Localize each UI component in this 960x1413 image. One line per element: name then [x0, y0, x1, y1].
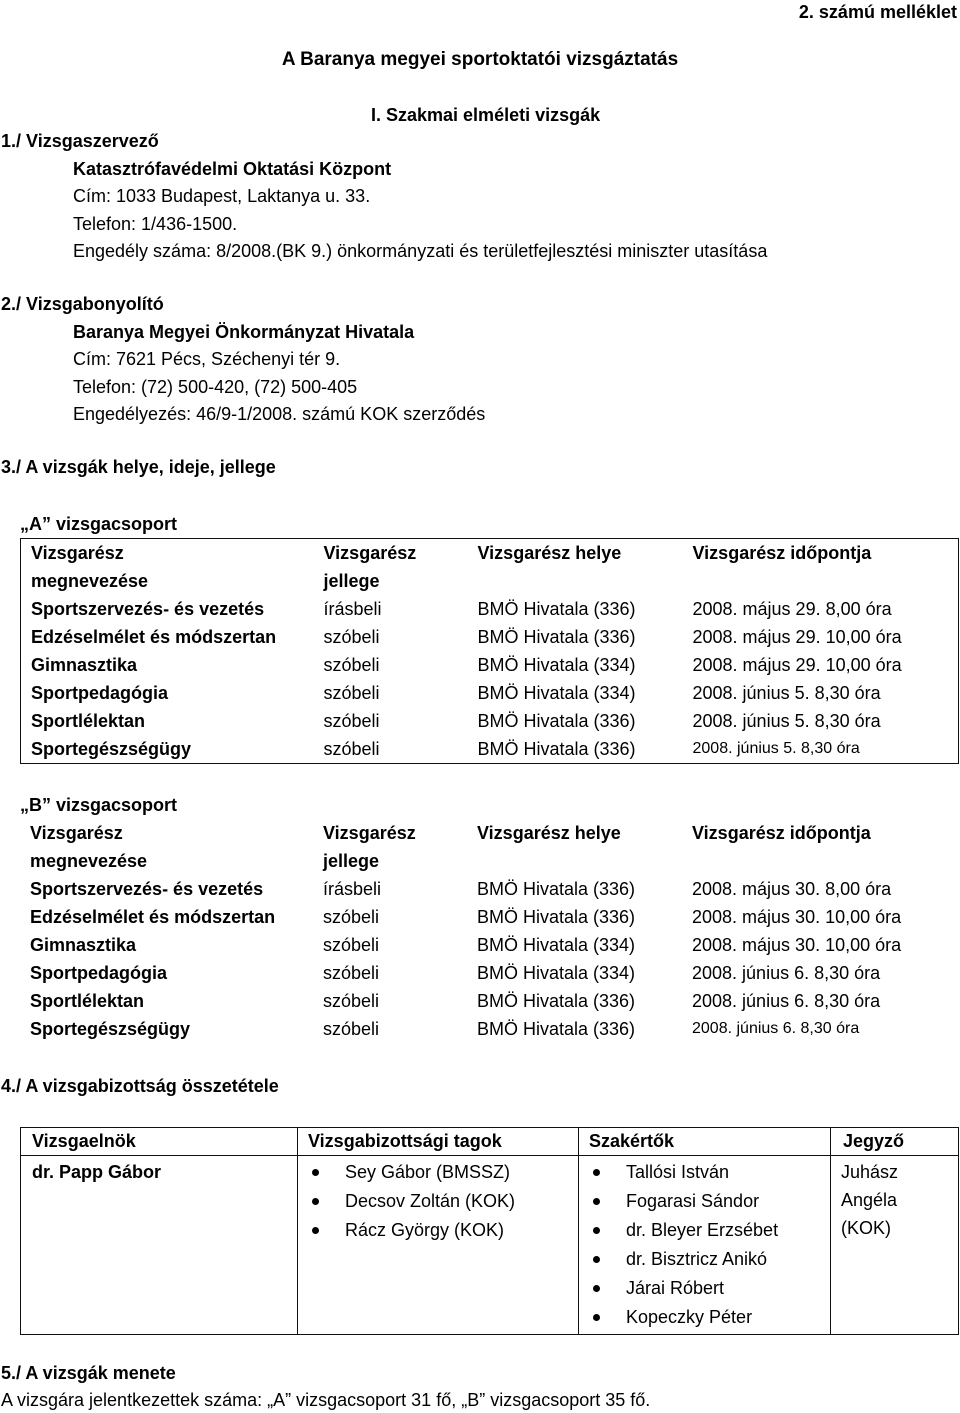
exam-part-place: BMÖ Hivatala (336) — [477, 879, 636, 899]
table-row — [21, 595, 959, 623]
procedure-heading: 5./ A vizsgák menete — [1, 1363, 176, 1383]
column-header-type — [313, 819, 467, 875]
list-item — [308, 1187, 568, 1216]
host-section — [0, 291, 940, 429]
host-phone: Telefon: (72) 500-420, (72) 500-405 — [73, 376, 358, 397]
exam-part-time: 2008. május 30. 8,00 óra — [692, 879, 892, 899]
members-cell — [298, 1156, 579, 1335]
exam-part-type: szóbeli — [323, 655, 380, 675]
exam-schedule-table-a — [20, 538, 959, 764]
exam-part-type: írásbeli — [323, 879, 382, 899]
exam-part-place: BMÖ Hivatala (336) — [477, 739, 636, 759]
exam-part-type: szóbeli — [323, 907, 380, 927]
table-header-row — [21, 1128, 959, 1156]
host-permit: Engedélyezés: 46/9-1/2008. számú KOK szerződés — [73, 404, 486, 424]
list-item — [308, 1216, 568, 1245]
bullet-icon — [312, 1169, 319, 1176]
recorder-name: Juhász Angéla (KOK) — [841, 1162, 899, 1238]
exam-part-type: szóbeli — [323, 991, 380, 1011]
column-header-label: Vizsgarész jellege — [323, 823, 416, 871]
column-header-chair: Vizsgaelnök — [21, 1128, 298, 1156]
committee-heading: 4./ A vizsgabizottság összetétele — [1, 1076, 279, 1096]
expert-name: Járai Róbert — [626, 1278, 725, 1298]
exam-part-type: szóbeli — [323, 683, 380, 703]
list-item — [589, 1274, 820, 1303]
expert-name: dr. Bleyer Erzsébet — [626, 1220, 779, 1240]
column-header-place: Vizsgarész helye — [477, 543, 622, 563]
column-header-experts: Szakértők — [579, 1128, 831, 1156]
exam-part-name: Edzéselmélet és módszertan — [31, 627, 277, 647]
column-header-recorder: Jegyző — [831, 1128, 959, 1156]
column-header-label: Vizsgarész jellege — [323, 543, 417, 591]
bullet-icon — [593, 1169, 600, 1176]
exam-part-type: szóbeli — [323, 739, 380, 759]
exam-part-type: szóbeli — [323, 963, 380, 983]
member-name: Sey Gábor (BMSSZ) — [345, 1162, 511, 1182]
group-b-label: „B” vizsgacsoport — [20, 795, 178, 815]
expert-name: Tallósi István — [626, 1162, 730, 1182]
experts-cell — [579, 1156, 831, 1335]
annex-label: 2. számú melléklet — [798, 2, 957, 22]
group-a-label: „A” vizsgacsoport — [20, 514, 178, 534]
column-header-part — [21, 539, 314, 596]
document-subtitle: I. Szakmai elméleti vizsgák — [371, 105, 601, 125]
exam-part-type: szóbeli — [323, 1019, 380, 1039]
exam-part-name: Sportszervezés- és vezetés — [30, 879, 264, 899]
bullet-icon — [312, 1198, 319, 1205]
document-title: A Baranya megyei sportoktatói vizsgáztatás — [281, 49, 679, 70]
expert-name: Kopeczky Péter — [626, 1307, 753, 1327]
list-item — [589, 1303, 820, 1332]
column-header-label: Vizsgarész megnevezése — [30, 823, 148, 871]
recorder-cell — [831, 1156, 959, 1335]
chair-name: dr. Papp Gábor — [21, 1156, 298, 1335]
list-item — [589, 1158, 820, 1187]
exam-part-name: Sportpedagógia — [31, 683, 169, 703]
exam-part-name: Sportegészségügy — [31, 739, 192, 759]
exam-part-name: Gimnasztika — [30, 935, 137, 955]
procedure-text: A vizsgára jelentkezettek száma: „A” vizsgacsoport 31 fő, „B” vizsgacsoport 35 fő. — [1, 1390, 651, 1410]
exam-part-name: Sportlélektan — [31, 711, 146, 731]
table-row — [20, 987, 958, 1015]
bullet-icon — [593, 1285, 600, 1292]
table-row — [21, 1156, 959, 1335]
exam-part-time: 2008. május 29. 10,00 óra — [692, 627, 902, 647]
expert-name: Fogarasi Sándor — [626, 1191, 760, 1211]
exam-part-time: 2008. június 5. 8,30 óra — [692, 711, 881, 731]
exam-part-type: írásbeli — [323, 599, 382, 619]
exam-part-place: BMÖ Hivatala (334) — [477, 963, 636, 983]
exam-part-place: BMÖ Hivatala (334) — [477, 683, 636, 703]
list-item — [589, 1216, 820, 1245]
organizer-heading: 1./ Vizsgaszervező — [1, 131, 159, 151]
member-name: Rácz György (KOK) — [345, 1220, 505, 1240]
host-heading: 2./ Vizsgabonyolító — [1, 294, 164, 314]
table-row — [20, 931, 958, 959]
exam-part-place: BMÖ Hivatala (336) — [477, 599, 636, 619]
column-header-label: Vizsgarész megnevezése — [31, 543, 149, 591]
table-header-row — [21, 539, 959, 596]
bullet-icon — [312, 1227, 319, 1234]
committee-table — [20, 1127, 959, 1335]
column-header-time: Vizsgarész időpontja — [692, 823, 871, 843]
table-row — [20, 959, 958, 987]
table-header-row — [20, 819, 958, 875]
bullet-icon — [593, 1227, 600, 1234]
table-row — [20, 1015, 958, 1043]
column-header-time: Vizsgarész időpontja — [692, 543, 872, 563]
organizer-name: Katasztrófavédelmi Oktatási Központ — [73, 158, 392, 179]
bullet-icon — [593, 1256, 600, 1263]
exam-part-time: 2008. május 29. 8,00 óra — [692, 599, 892, 619]
table-row — [21, 679, 959, 707]
bullet-icon — [593, 1314, 600, 1321]
exam-part-place: BMÖ Hivatala (336) — [477, 627, 636, 647]
organizer-permit: Engedély száma: 8/2008.(BK 9.) önkormányzati és területfejlesztési miniszter utasítása — [73, 241, 768, 261]
table-row — [21, 651, 959, 679]
exam-schedule-table-b — [20, 819, 958, 1043]
organizer-phone: Telefon: 1/436-1500. — [73, 213, 238, 234]
exam-part-name: Sportlélektan — [30, 991, 145, 1011]
experts-list — [589, 1158, 820, 1332]
exam-part-name: Sportegészségügy — [30, 1019, 191, 1039]
organizer-section — [0, 128, 940, 266]
table-row — [21, 623, 959, 651]
exam-part-place: BMÖ Hivatala (334) — [477, 655, 636, 675]
members-list — [308, 1158, 568, 1245]
table-row — [21, 735, 959, 764]
host-address: Cím: 7621 Pécs, Széchenyi tér 9. — [73, 349, 341, 369]
list-item — [589, 1245, 820, 1274]
exam-part-time: 2008. június 6. 8,30 óra — [692, 991, 881, 1011]
exam-part-place: BMÖ Hivatala (336) — [477, 711, 636, 731]
host-name: Baranya Megyei Önkormányzat Hivatala — [73, 321, 415, 342]
expert-name: dr. Bisztricz Anikó — [626, 1249, 768, 1269]
exam-part-time: 2008. június 5. 8,30 óra — [692, 740, 860, 757]
exam-part-name: Sportpedagógia — [30, 963, 168, 983]
exam-part-time: 2008. május 30. 10,00 óra — [692, 907, 902, 927]
exam-part-type: szóbeli — [323, 711, 380, 731]
table-row — [20, 875, 958, 903]
exam-part-type: szóbeli — [323, 627, 380, 647]
column-header-part — [20, 819, 313, 875]
bullet-icon — [593, 1198, 600, 1205]
column-header-members: Vizsgabizottsági tagok — [298, 1128, 579, 1156]
exam-part-time: 2008. május 29. 10,00 óra — [692, 655, 902, 675]
exam-part-name: Edzéselmélet és módszertan — [30, 907, 276, 927]
schedule-heading: 3./ A vizsgák helye, ideje, jellege — [1, 457, 276, 477]
exam-part-time: 2008. június 6. 8,30 óra — [692, 1020, 860, 1037]
exam-part-place: BMÖ Hivatala (334) — [477, 935, 636, 955]
exam-part-name: Gimnasztika — [31, 655, 138, 675]
list-item — [589, 1187, 820, 1216]
column-header-type — [314, 539, 468, 596]
exam-part-time: 2008. június 6. 8,30 óra — [692, 963, 881, 983]
member-name: Decsov Zoltán (KOK) — [345, 1191, 516, 1211]
exam-part-place: BMÖ Hivatala (336) — [477, 907, 636, 927]
organizer-address: Cím: 1033 Budapest, Laktanya u. 33. — [73, 186, 371, 206]
exam-part-place: BMÖ Hivatala (336) — [477, 991, 636, 1011]
list-item — [308, 1158, 568, 1187]
exam-part-place: BMÖ Hivatala (336) — [477, 1019, 636, 1039]
exam-part-name: Sportszervezés- és vezetés — [31, 599, 265, 619]
column-header-place: Vizsgarész helye — [477, 823, 621, 843]
exam-part-time: 2008. június 5. 8,30 óra — [692, 683, 881, 703]
table-row — [20, 903, 958, 931]
exam-part-time: 2008. május 30. 10,00 óra — [692, 935, 902, 955]
table-row — [21, 707, 959, 735]
exam-part-type: szóbeli — [323, 935, 380, 955]
